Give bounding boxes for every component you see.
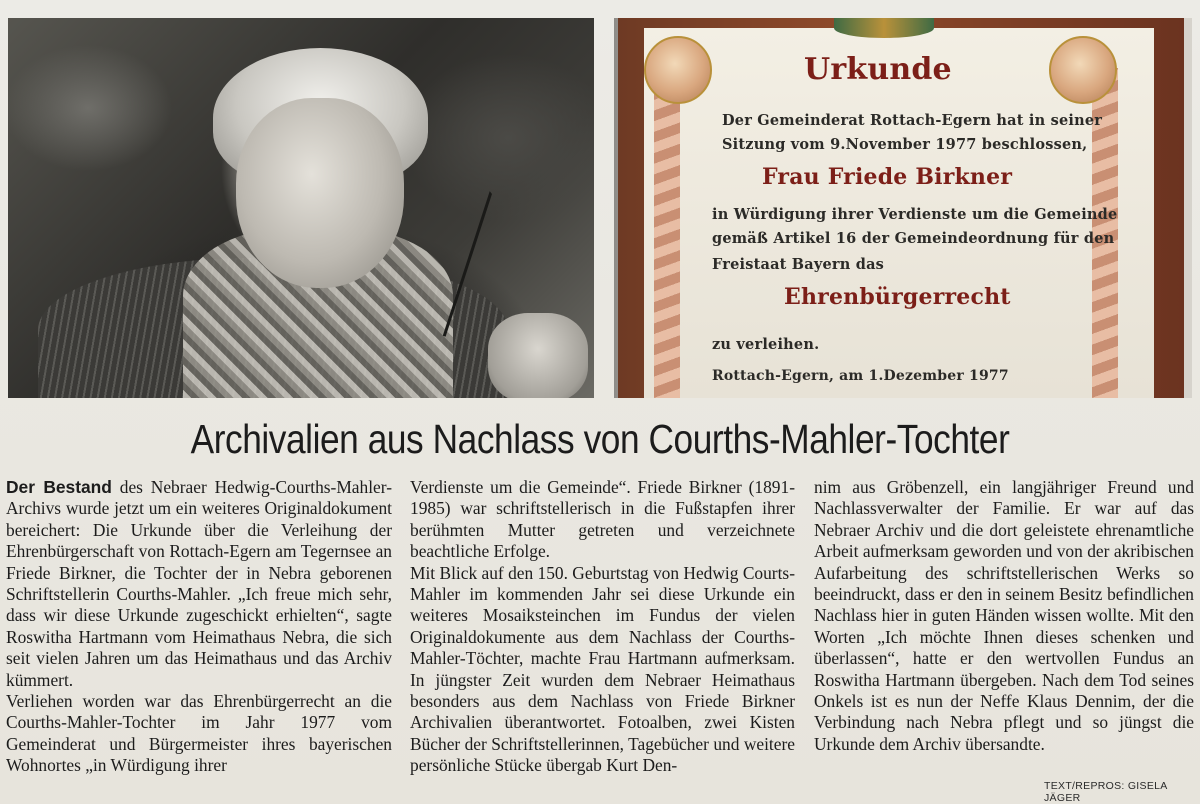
certificate-line-2: Sitzung vom 9.November 1977 beschlossen, bbox=[722, 136, 1088, 153]
certificate-honoree: Frau Friede Birkner bbox=[762, 164, 1013, 190]
angel-right-icon bbox=[1049, 36, 1117, 104]
photo-credit: TEXT/REPROS: GISELA JÄGER bbox=[1044, 780, 1167, 804]
article-column-3 bbox=[814, 477, 1194, 755]
certificate-date: Rottach-Egern, am 1.Dezember 1977 bbox=[712, 368, 1009, 384]
photo-face bbox=[236, 98, 404, 288]
certificate-line-5: gemäß Artikel 16 der Gemeindeordnung für den bbox=[712, 230, 1115, 247]
certificate-line-6: Freistaat Bayern das bbox=[712, 256, 885, 273]
angel-left-icon bbox=[644, 36, 712, 104]
article-paragraph: Verliehen worden war das Ehrenbürgerrecht an die Courths-Mahler-Tochter im Jahr 1977 vom Gemeinderat und Bürgermeister ihres bayerischen Wohnortes „in Würdigung ihrer bbox=[6, 691, 392, 776]
certificate-line-8: zu verleihen. bbox=[712, 336, 820, 353]
article-paragraph bbox=[6, 477, 392, 691]
portrait-photo bbox=[8, 18, 594, 398]
certificate-photo bbox=[614, 18, 1192, 398]
certificate-line-1: Der Gemeinderat Rottach-Egern hat in seiner bbox=[722, 112, 1103, 129]
article-paragraph: nim aus Gröbenzell, ein langjähriger Freund und Nachlassverwalter der Familie. Er war auf das Nebraer Archiv und die dort geleistete ehrenamtliche Arbeit aufmerksam geworden und von der akribischen Aufarbeitung des schriftstellerischen Werks so beeindruckt, dass er den in seinem Besitz befindlichen Nachlass hier in guten Händen wissen wollte. Mit den Worten „Ich möchte Ihnen dieses schenken und überlassen“, hatte er den wertvollen Fundus an Roswitha Hartmann übergeben. Nach dem Tod seines Onkels ist es nun der Neffe Klaus Dennim, der die Verbindung nach Nebra pflegt und so jüngst die Urkunde dem Archiv übersandte. bbox=[814, 477, 1194, 754]
certificate-line-4: in Würdigung ihrer Verdienste um die Gemeinde bbox=[712, 206, 1118, 223]
article-column-2 bbox=[410, 477, 795, 777]
article-text: des Nebraer Hedwig-Courths-Mahler-Archivs wurde jetzt um ein weiteres Originaldokument bereichert: Die Urkunde über die Verleihung der Ehrenbürgerschaft von Rottach-Egern am Tegernsee an Friede Birkner, die Tochter der in Nebra geborenen Schriftstellerin Courths-Mahler. „Ich freue mich sehr, dass wir diese Urkunde zugeschickt erhielten“, sagte Roswitha Hartmann vom Heimathaus Nebra, die sich seit vielen Jahren um das Heimathaus und das Archiv kümmert. bbox=[6, 477, 392, 690]
certificate-honor: Ehrenbürgerrecht bbox=[784, 284, 1011, 310]
certificate-border-left bbox=[654, 68, 680, 398]
article-column-1 bbox=[6, 477, 392, 777]
article-paragraph: Mit Blick auf den 150. Geburtstag von Hedwig Courts-Mahler im kommenden Jahr sei diese Urkunde ein weiteres Mosaiksteinchen im Fundus der vielen Originaldokumente aus dem Nachlass der Courths-Mahler-Töchter, machte Frau Hartmann aufmerksam. In jüngster Zeit wurden dem Nebraer Heimathaus besonders aus dem Nachlass von Friede Birkner Archivalien überantwortet. Fotoalben, zwei Kisten Bücher der Schriftstellerinnen, Tagebücher und weitere persönliche Stücke übergab Kurt Den- bbox=[410, 562, 795, 776]
certificate-title: Urkunde bbox=[804, 52, 952, 87]
article-lead: Der Bestand bbox=[6, 477, 112, 497]
article-paragraph: Verdienste um die Gemeinde“. Friede Birkner (1891-1985) war schriftstellerisch in die Fußstapfen ihrer berühmten Mutter getreten und verzeichnete beachtliche Erfolge. bbox=[410, 477, 795, 562]
article-headline: Archivalien aus Nachlass von Courths-Mahler-Tochter bbox=[190, 416, 1010, 462]
crest-icon bbox=[834, 18, 934, 38]
photo-hand bbox=[488, 313, 588, 398]
